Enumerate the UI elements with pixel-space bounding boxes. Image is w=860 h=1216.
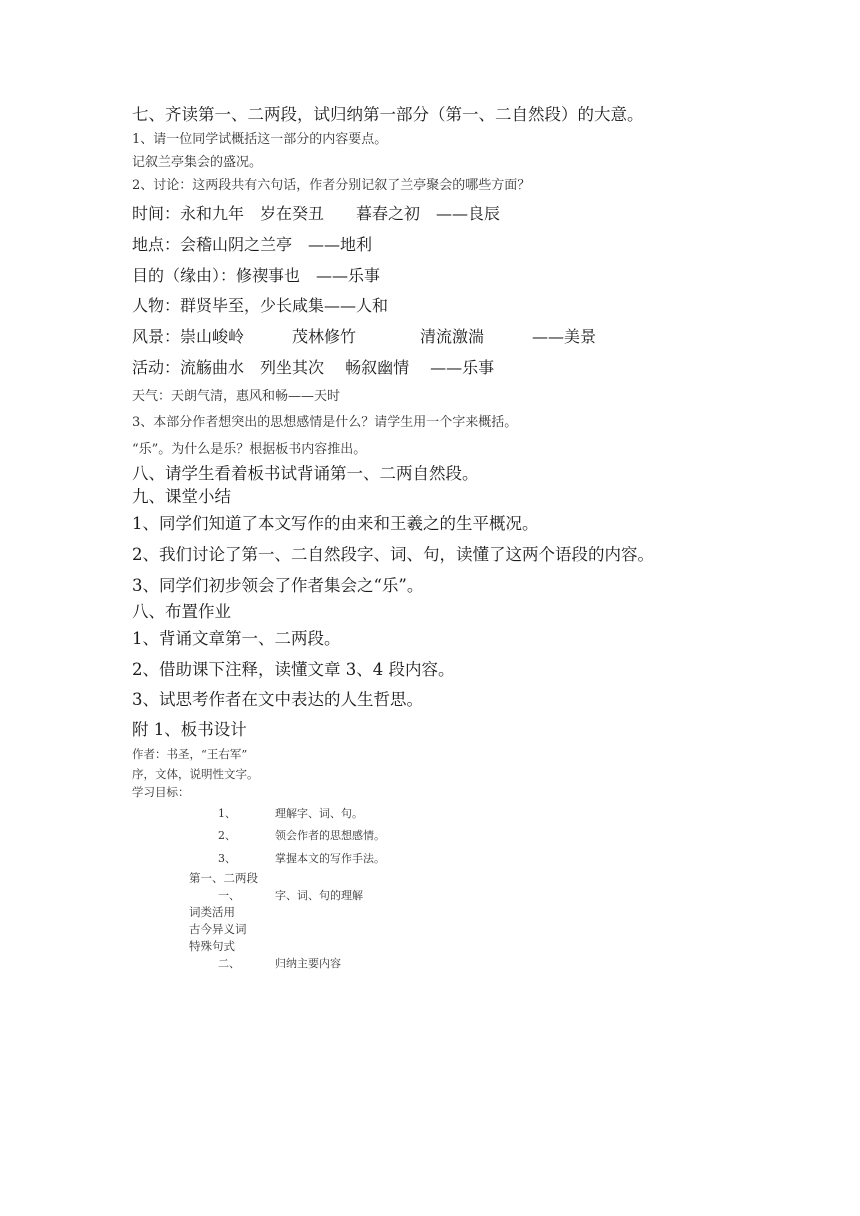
goal-number: 2、 — [218, 829, 236, 842]
goal-text: 理解字、词、句。 — [275, 807, 363, 820]
item-purpose: 目的（缘由）：修禊事也 ——乐事 — [132, 266, 381, 285]
board-heading: 附 1、板书设计 — [132, 720, 247, 739]
sub-item: 特殊句式 — [189, 939, 235, 953]
part-2-number: 二、 — [218, 957, 240, 970]
section-7-question-2: 2、讨论：这两段共有六句话，作者分别记叙了兰亭聚会的哪些方面？ — [132, 178, 531, 193]
section-7-answer-1: 记叙兰亭集会的盛况。 — [132, 155, 263, 170]
summary-item: 3、同学们初步领会了作者集会之“乐”。 — [132, 576, 424, 595]
item-people: 人物：群贤毕至，少长咸集——人和 — [132, 296, 389, 315]
item-scenery: 风景：崇山峻岭 茂林修竹 清流激湍 ——美景 — [132, 327, 597, 346]
homework-item: 2、借助课下注释，读懂文章 3、4 段内容。 — [132, 660, 455, 679]
section-7-answer-3: “乐”。为什么是乐？根据板书内容推出。 — [132, 442, 367, 457]
goal-number: 3、 — [218, 852, 236, 865]
goal-number: 1、 — [218, 807, 236, 820]
part-1-text: 字、词、句的理解 — [275, 889, 363, 902]
sub-item: 词类活用 — [189, 905, 235, 919]
part-1-number: 一、 — [218, 889, 240, 902]
board-author: 作者：书圣，“王右军” — [132, 747, 248, 761]
goal-text: 掌握本文的写作手法。 — [275, 852, 385, 865]
board-goals-label: 学习目标： — [132, 785, 190, 799]
item-time: 时间：永和九年 岁在癸丑 暮春之初 ——良辰 — [132, 204, 501, 223]
board-genre: 序，文体，说明性文字。 — [132, 767, 259, 781]
item-place: 地点：会稽山阴之兰亭 ——地利 — [132, 235, 373, 254]
summary-item: 2、我们讨论了第一、二自然段字、词、句，读懂了这两个语段的内容。 — [132, 545, 654, 564]
board-part-label: 第一、二两段 — [189, 871, 258, 885]
section-7-heading: 七、齐读第一、二两段，试归纳第一部分（第一、二自然段）的大意。 — [132, 105, 644, 124]
homework-item: 1、背诵文章第一、二两段。 — [132, 629, 341, 648]
homework-item: 3、试思考作者在文中表达的人生哲思。 — [132, 690, 423, 709]
section-7-question-3: 3、本部分作者想突出的思想感情是什么？请学生用一个字来概括。 — [132, 415, 518, 430]
part-2-text: 归纳主要内容 — [275, 957, 341, 970]
item-activity: 活动：流觞曲水 列坐其次 畅叙幽情 ——乐事 — [132, 358, 495, 377]
item-weather: 天气：天朗气清，惠风和畅——天时 — [132, 389, 341, 404]
section-7-question-1: 1、请一位同学试概括这一部分的内容要点。 — [132, 132, 388, 147]
summary-item: 1、同学们知道了本文写作的由来和王羲之的生平概况。 — [132, 514, 539, 533]
section-9-heading: 九、课堂小结 — [132, 487, 231, 506]
homework-heading: 八、布置作业 — [132, 602, 231, 621]
goal-text: 领会作者的思想感情。 — [275, 829, 385, 842]
sub-item: 古今异义词 — [189, 922, 247, 936]
section-8-heading: 八、请学生看着板书试背诵第一、二两自然段。 — [132, 464, 479, 483]
